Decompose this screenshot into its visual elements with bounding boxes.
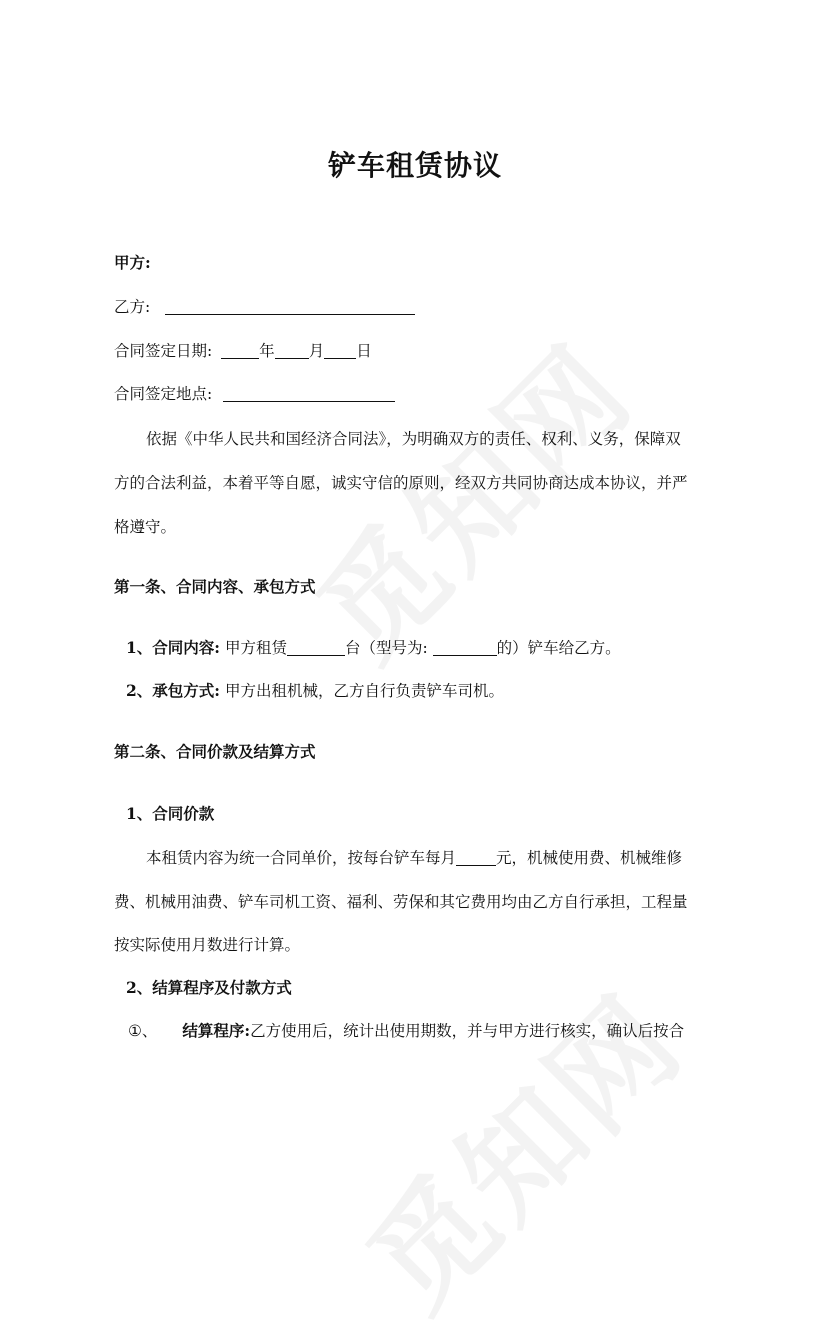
- article-1-item-1: [126, 637, 734, 659]
- step-label: 结算程序:: [182, 1021, 251, 1040]
- party-b-line: [114, 296, 734, 318]
- party-b-blank[interactable]: [165, 298, 415, 315]
- month-label: 月: [308, 342, 325, 360]
- party-a-label: 甲方:: [114, 253, 151, 272]
- price-text: 元，机械使用费、机械维修: [496, 849, 683, 867]
- subheading-contract-price: 1、合同价款: [126, 804, 215, 823]
- day-label: 日: [356, 342, 372, 360]
- article-1-heading: 第一条、合同内容、承包方式: [114, 577, 316, 596]
- preamble-line: 方的合法利益，本着平等自愿，诚实守信的原则，经双方共同协商达成本协议，并严: [114, 474, 688, 492]
- model-blank[interactable]: [433, 639, 497, 656]
- party-b-label: 乙方:: [114, 298, 151, 316]
- day-blank[interactable]: [324, 342, 356, 359]
- item-text: 的）铲车给乙方。: [496, 639, 621, 657]
- quantity-blank[interactable]: [287, 639, 345, 656]
- item-text: 甲方租赁: [224, 639, 287, 657]
- document-title: 铲车租赁协议: [327, 149, 502, 182]
- item-text: 甲方出租机械，乙方自行负责铲车司机。: [224, 682, 504, 700]
- monthly-price-blank[interactable]: [456, 849, 496, 866]
- price-line: 按实际使用月数进行计算。: [114, 936, 301, 954]
- price-text: 本租赁内容为统一合同单价，按每台铲车每月: [146, 849, 457, 867]
- price-line: [114, 847, 734, 869]
- month-blank[interactable]: [275, 342, 309, 359]
- item-label: 1、合同内容:: [126, 638, 221, 657]
- watermark: [325, 952, 714, 1340]
- item-label: 2、承包方式:: [126, 681, 221, 700]
- sign-date-line: [114, 340, 734, 362]
- sign-date-label: 合同签定日期:: [114, 342, 213, 360]
- year-label: 年: [259, 342, 275, 360]
- party-a-line: [114, 252, 734, 274]
- settlement-step-1: [128, 1020, 734, 1042]
- subheading-settlement: 2、结算程序及付款方式: [126, 978, 292, 997]
- year-blank[interactable]: [221, 342, 259, 359]
- article-2-heading: 第二条、合同价款及结算方式: [114, 742, 316, 761]
- preamble-line: 格遵守。: [114, 518, 177, 536]
- sign-place-line: [114, 383, 734, 405]
- step-text: 乙方使用后，统计出使用期数，并与甲方进行核实，确认后按合: [250, 1022, 685, 1040]
- sign-place-blank[interactable]: [223, 385, 395, 402]
- article-1-item-2: [126, 680, 734, 702]
- step-number: ①、: [128, 1022, 158, 1040]
- item-text: 台（型号为:: [344, 639, 428, 657]
- preamble-line: 依据《中华人民共和国经济合同法》，为明确双方的责任、权利、义务，保障双: [146, 430, 681, 448]
- sign-place-label: 合同签定地点:: [114, 385, 213, 403]
- price-line: 费、机械用油费、铲车司机工资、福利、劳保和其它费用均由乙方自行承担，工程量: [114, 893, 688, 911]
